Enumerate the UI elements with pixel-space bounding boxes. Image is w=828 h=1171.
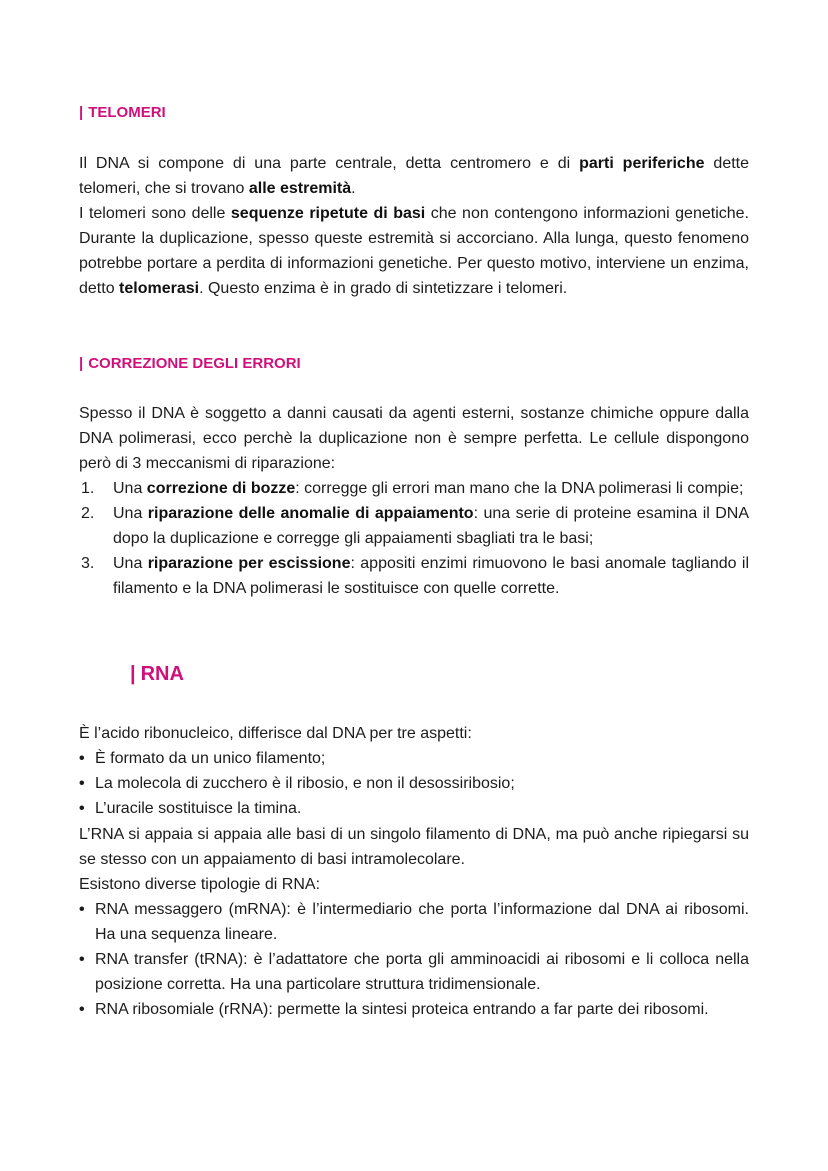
correzione-intro: Spesso il DNA è soggetto a danni causati da agenti esterni, sostanze chimiche oppure dalla DNA polimerasi, ecco perchè la duplicazione non è sempre perfetta. Le cellule dispongono però di 3 meccanismi di riparazione: (79, 405, 749, 472)
bullet-icon: • (79, 1001, 85, 1018)
list-item (79, 997, 749, 1022)
list-item-text: RNA transfer (tRNA): è l’adattatore che porta gli amminoacidi ai ribosomi e li colloca nella posizione corretta. Ha una particolare struttura tridimensionale. (95, 951, 749, 993)
list-item (79, 551, 749, 601)
bullet-icon: • (79, 775, 85, 792)
list-item-text: L’uracile sostituisce la timina. (95, 800, 302, 817)
bold-text: alle estremità (248, 180, 352, 197)
section-heading-correzione (79, 354, 301, 374)
rna-aspects-list (79, 746, 749, 821)
list-item (79, 947, 749, 997)
rna-paragraph-3: Esistono diverse tipologie di RNA: (79, 876, 321, 893)
list-item-text: RNA messaggero (mRNA): è l’intermediario che porta l’informazione dal DNA ai ribosomi. Ha una sequenza lineare. (95, 901, 749, 943)
heading-bar: | (130, 663, 136, 685)
heading-bar: | (79, 355, 84, 372)
bold-text: telomerasi (119, 280, 200, 297)
text-run: I telomeri sono delle (79, 205, 231, 222)
text-run: : corregge gli errori man mano che la DNA polimerasi li compie; (295, 480, 744, 497)
list-number: 2. (81, 505, 95, 522)
bullet-icon: • (79, 951, 85, 968)
heading-bar: | (79, 104, 84, 121)
text-run: Una (113, 555, 148, 572)
text-run: . (351, 180, 356, 197)
rna-intro: È l’acido ribonucleico, differisce dal DNA per tre aspetti: (79, 725, 472, 742)
bullet-icon: • (79, 750, 85, 767)
text-run: dette telomeri, che si trovano (79, 155, 749, 197)
bold-text: riparazione per escissione (147, 555, 351, 572)
bullet-icon: • (79, 800, 85, 817)
text-run: : una serie di proteine esamina il DNA dopo la duplicazione e corregge gli appaiamenti sbagliati tra le basi; (113, 505, 750, 547)
bold-text: correzione di bozze (146, 480, 296, 497)
list-number: 3. (81, 555, 95, 572)
heading-title: TELOMERI (88, 104, 166, 121)
list-item (79, 501, 749, 551)
bold-text: sequenze ripetute di basi (230, 205, 426, 222)
section-heading-rna (130, 661, 184, 687)
list-number: 1. (81, 480, 95, 497)
text-run: Una (113, 480, 147, 497)
list-item (79, 897, 749, 947)
list-item-text: RNA ribosomiale (rRNA): permette la sintesi proteica entrando a far parte dei ribosomi. (95, 1001, 709, 1018)
text-run: : appositi enzimi rimuovono le basi anomale tagliando il filamento e la DNA polimerasi le sostituisce con quelle corrette. (113, 555, 750, 597)
text-run: Il DNA si compone di una parte centrale, detta centromero e di (79, 155, 580, 172)
telomeri-paragraph-2 (79, 201, 749, 301)
list-item (79, 476, 749, 501)
text-run: Una (113, 505, 148, 522)
telomeri-paragraph-1 (79, 151, 749, 201)
list-item-text: È formato da un unico filamento; (95, 750, 326, 767)
repair-mechanisms-list (79, 476, 749, 601)
rna-types-list (79, 897, 749, 1022)
section-heading-telomeri (79, 103, 166, 123)
text-run: che non contengono informazioni genetiche. Durante la duplicazione, spesso queste estremità si accorciano. Alla lunga, questo fenomeno potrebbe portare a perdita di informazioni genetiche. Per questo motivo, interviene un enzima, detto (79, 205, 749, 297)
heading-title: RNA (140, 663, 184, 685)
bold-text: riparazione delle anomalie di appaiamento (147, 505, 474, 522)
list-item (79, 746, 749, 771)
bullet-icon: • (79, 901, 85, 918)
list-item-text: La molecola di zucchero è il ribosio, e non il desossiribosio; (95, 775, 515, 792)
heading-title: CORREZIONE DEGLI ERRORI (88, 355, 301, 372)
rna-paragraph-2: L’RNA si appaia si appaia alle basi di un singolo filamento di DNA, ma può anche ripiegarsi su se stesso con un appaiamento di basi intramolecolare. (79, 826, 749, 868)
text-run: . Questo enzima è in grado di sintetizzare i telomeri. (199, 280, 568, 297)
list-item (79, 771, 749, 796)
bold-text: parti periferiche (579, 155, 705, 172)
list-item (79, 796, 749, 821)
